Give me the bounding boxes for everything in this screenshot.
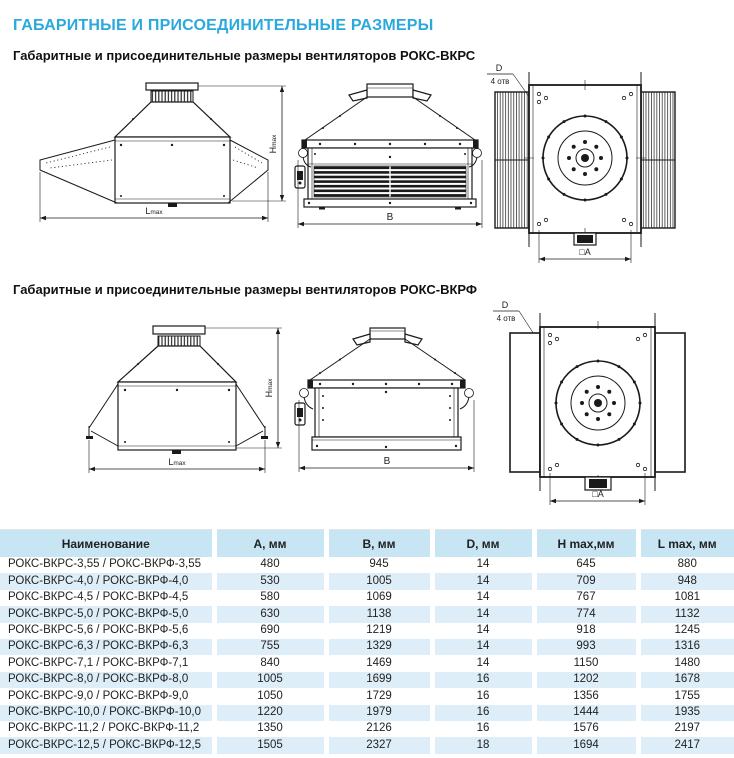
cell-a: 690 xyxy=(214,623,326,639)
table-row xyxy=(0,721,734,737)
col-header-a: A, мм xyxy=(214,530,326,558)
cell-lmax: 880 xyxy=(638,557,734,573)
cell-a: 755 xyxy=(214,639,326,655)
cell-name: РОКС-ВКРС-4,5 / РОКС-ВКРФ-4,5 xyxy=(8,591,189,604)
cell-hmax: 918 xyxy=(534,623,638,639)
cell-b: 1069 xyxy=(326,590,432,606)
cell-d: 14 xyxy=(432,557,534,573)
cell-name: РОКС-ВКРС-3,55 / РОКС-ВКРФ-3,55 xyxy=(8,558,202,571)
dim-label-d: D xyxy=(495,63,503,73)
cell-a: 630 xyxy=(214,606,326,622)
table-row xyxy=(0,655,734,671)
cell-d: 16 xyxy=(432,672,534,688)
col-header-b: B, мм xyxy=(326,530,432,558)
section-title-vkrf: Габаритные и присоединительные размеры вентиляторов РОКС-ВКРФ xyxy=(13,281,478,297)
vkrf-top-view-drawing xyxy=(486,295,733,515)
cell-b: 1138 xyxy=(326,606,432,622)
col-header-name: Наименование xyxy=(0,530,214,558)
section-title-vkrs: Габаритные и присоединительные размеры вентиляторов РОКС-ВКРС xyxy=(13,47,476,63)
col-header-hmax: H max,мм xyxy=(534,530,638,558)
dim-label-hmax: Hmax xyxy=(268,134,278,154)
cell-lmax: 948 xyxy=(638,573,734,589)
cell-d: 14 xyxy=(432,639,534,655)
dim-label-a: □A xyxy=(592,489,604,499)
cell-lmax: 2197 xyxy=(638,721,734,737)
table-row xyxy=(0,557,734,573)
cell-name: РОКС-ВКРС-6,3 / РОКС-ВКРФ-6,3 xyxy=(0,639,214,655)
dim-label-a: □A xyxy=(579,247,591,257)
cell-b: 1005 xyxy=(326,573,432,589)
cell-hmax: 645 xyxy=(534,557,638,573)
cell-lmax: 1480 xyxy=(638,655,734,671)
table-row xyxy=(0,606,734,622)
table-row xyxy=(0,590,734,606)
cell-lmax: 1081 xyxy=(638,590,734,606)
cell-hmax: 1356 xyxy=(534,688,638,704)
cell-d: 14 xyxy=(432,606,534,622)
cell-a: 1005 xyxy=(214,672,326,688)
cell-d: 16 xyxy=(432,705,534,721)
cell-a: 1050 xyxy=(214,688,326,704)
holes-note: 4 отв xyxy=(496,314,516,323)
cell-lmax: 1935 xyxy=(638,705,734,721)
cell-lmax: 1316 xyxy=(638,639,734,655)
dim-label-d: D xyxy=(501,300,509,310)
cell-hmax: 1202 xyxy=(534,672,638,688)
vkrs-side-view-drawing xyxy=(10,70,300,270)
table-row xyxy=(0,639,734,655)
holes-note: 4 отв xyxy=(490,77,510,86)
cell-a: 1505 xyxy=(214,737,326,753)
cell-d: 14 xyxy=(432,623,534,639)
cell-a: 480 xyxy=(214,557,326,573)
cell-hmax: 774 xyxy=(534,606,638,622)
cell-d: 16 xyxy=(432,721,534,737)
cell-b: 945 xyxy=(326,557,432,573)
cell-name: РОКС-ВКРС-8,0 / РОКС-ВКРФ-8,0 xyxy=(0,672,214,688)
dim-label-lmax: Lmax xyxy=(168,457,186,467)
cell-hmax: 1576 xyxy=(534,721,638,737)
table-row xyxy=(0,737,734,753)
cell-a: 1220 xyxy=(214,705,326,721)
cell-a: 1350 xyxy=(214,721,326,737)
cell-hmax: 1694 xyxy=(534,737,638,753)
cell-b: 1729 xyxy=(326,688,432,704)
dimensions-table xyxy=(0,529,734,754)
cell-d: 14 xyxy=(432,655,534,671)
cell-d: 18 xyxy=(432,737,534,753)
table-row xyxy=(0,573,734,589)
dim-label-b: B xyxy=(383,456,391,467)
table-row xyxy=(0,705,734,721)
cell-lmax: 1132 xyxy=(638,606,734,622)
cell-lmax: 1755 xyxy=(638,688,734,704)
table-header-row xyxy=(0,530,734,558)
cell-lmax: 1678 xyxy=(638,672,734,688)
vkrf-front-view-drawing xyxy=(295,300,510,515)
cell-lmax: 2417 xyxy=(638,737,734,753)
cell-name: РОКС-ВКРС-9,0 / РОКС-ВКРФ-9,0 xyxy=(8,689,189,702)
cell-b: 1469 xyxy=(326,655,432,671)
table-row xyxy=(0,623,734,639)
cell-name: РОКС-ВКРС-10,0 / РОКС-ВКРФ-10,0 xyxy=(0,705,214,721)
cell-name: РОКС-ВКРС-4,0 / РОКС-ВКРФ-4,0 xyxy=(0,573,214,589)
col-header-d: D, мм xyxy=(432,530,534,558)
cell-d: 14 xyxy=(432,590,534,606)
cell-name: РОКС-ВКРС-7,1 / РОКС-ВКРФ-7,1 xyxy=(8,656,189,669)
cell-hmax: 1444 xyxy=(534,705,638,721)
cell-b: 1219 xyxy=(326,623,432,639)
cell-hmax: 709 xyxy=(534,573,638,589)
cell-b: 1329 xyxy=(326,639,432,655)
cell-hmax: 1150 xyxy=(534,655,638,671)
col-header-lmax: L max, мм xyxy=(638,530,734,558)
cell-a: 530 xyxy=(214,573,326,589)
cell-a: 580 xyxy=(214,590,326,606)
cell-name: РОКС-ВКРС-5,6 / РОКС-ВКРФ-5,6 xyxy=(8,624,189,636)
vkrf-side-view-drawing xyxy=(10,300,300,515)
cell-b: 2126 xyxy=(326,721,432,737)
cell-b: 1699 xyxy=(326,672,432,688)
dim-label-lmax: Lmax xyxy=(145,206,163,216)
cell-name: РОКС-ВКРС-12,5 / РОКС-ВКРФ-12,5 xyxy=(0,737,214,753)
cell-a: 840 xyxy=(214,655,326,671)
vkrs-top-view-drawing xyxy=(480,60,732,270)
cell-lmax: 1245 xyxy=(638,623,734,639)
vkrs-front-view-drawing xyxy=(295,70,485,270)
cell-hmax: 767 xyxy=(534,590,638,606)
page-title: ГАБАРИТНЫЕ И ПРИСОЕДИНИТЕЛЬНЫЕ РАЗМЕРЫ xyxy=(13,16,434,34)
cell-hmax: 993 xyxy=(534,639,638,655)
cell-b: 2327 xyxy=(326,737,432,753)
cell-d: 14 xyxy=(432,573,534,589)
dim-label-b: B xyxy=(386,212,394,223)
cell-b: 1979 xyxy=(326,705,432,721)
cell-name: РОКС-ВКРС-5,0 / РОКС-ВКРФ-5,0 xyxy=(0,606,214,622)
table-row xyxy=(0,672,734,688)
dim-label-hmax: Hmax xyxy=(264,378,274,398)
table-row xyxy=(0,688,734,704)
cell-name: РОКС-ВКРС-11,2 / РОКС-ВКРФ-11,2 xyxy=(8,722,200,735)
cell-d: 16 xyxy=(432,688,534,704)
